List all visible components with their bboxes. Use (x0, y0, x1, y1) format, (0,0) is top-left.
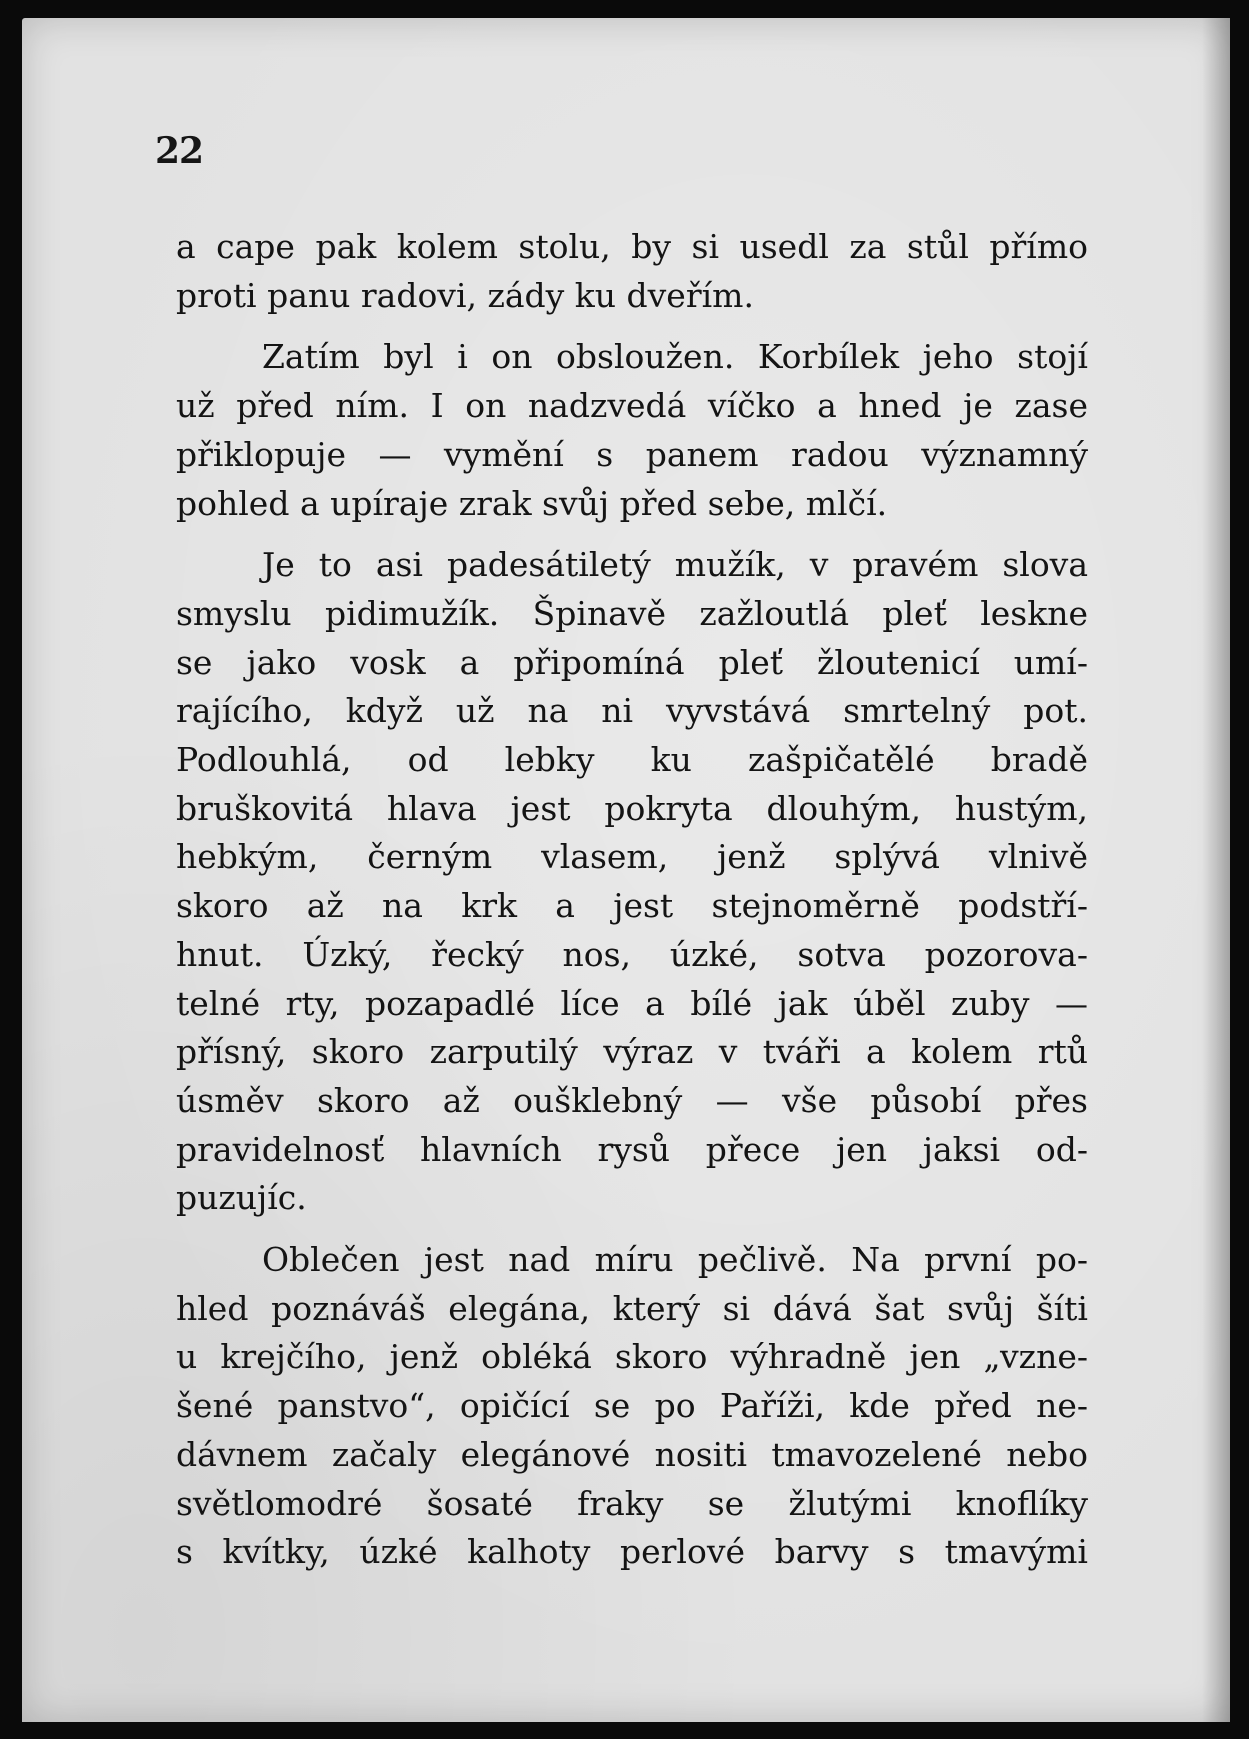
text-line: puzujíc. (176, 1178, 307, 1218)
text-line: světlomodré šosaté fraky se žlutými knoflíky (176, 1483, 1088, 1523)
paragraph-3 (176, 541, 1088, 1223)
text-line: Je to asi padesátiletý mužík, v pravém slova (262, 545, 1088, 585)
text-line: Zatím byl i on obsloužen. Korbílek jeho stojí (262, 337, 1088, 377)
text-line: pravidelnosť hlavních rysů přece jen jaksi od- (176, 1129, 1088, 1169)
binding-shadow (1202, 18, 1230, 1722)
text-line: rajícího, když už na ni vyvstává smrtelný pot. (176, 691, 1088, 731)
text-line: a cape pak kolem stolu, by si usedl za stůl přímo (176, 227, 1088, 266)
text-line: úsměv skoro až oušklebný — vše působí přes (176, 1080, 1088, 1120)
text-line: proti panu radovi, zády ku dveřím. (176, 275, 754, 315)
text-line: hnut. Úzký, řecký nos, úzké, sotva pozorova- (176, 934, 1088, 974)
text-line: u krejčího, jenž obléká skoro výhradně jen „vzne- (176, 1337, 1088, 1377)
text-line: přísný, skoro zarputilý výraz v tváři a kolem rtů (176, 1032, 1088, 1072)
text-line: s kvítky, úzké kalhoty perlové barvy s tmavými (176, 1532, 1088, 1572)
text-line: hled poznáváš elegána, který si dává šat svůj šíti (176, 1288, 1088, 1328)
body-text (176, 223, 1088, 1577)
text-line: se jako vosk a připomíná pleť žloutenicí umí- (176, 642, 1088, 682)
paragraph-1 (176, 223, 1088, 320)
text-line: pohled a upíraje zrak svůj před sebe, mlčí. (176, 483, 888, 523)
text-line: už před ním. I on nadzvedá víčko a hned je zase (176, 386, 1088, 426)
text-line: Oblečen jest nad míru pečlivě. Na první po- (262, 1240, 1088, 1280)
text-line: hebkým, černým vlasem, jenž splývá vlnivě (176, 837, 1088, 877)
paragraph-2 (176, 333, 1088, 528)
text-line: smyslu pidimužík. Špinavě zažloutlá pleť leskne (176, 593, 1088, 633)
text-line: skoro až na krk a jest stejnoměrně podstří- (176, 886, 1088, 926)
text-line: přiklopuje — vymění s panem radou významný (176, 434, 1088, 474)
text-line: šené panstvo“, opičící se po Paříži, kde před ne- (176, 1386, 1088, 1426)
paragraph-4 (176, 1236, 1088, 1577)
text-line: telné rty, pozapadlé líce a bílé jak úběl zuby — (176, 983, 1088, 1023)
text-line: dávnem začaly elegánové nositi tmavozelené nebo (176, 1434, 1088, 1474)
page-number: 22 (155, 130, 204, 172)
text-line: Podlouhlá, od lebky ku zašpičatělé bradě (176, 740, 1088, 780)
text-line: bruškovitá hlava jest pokryta dlouhým, hustým, (176, 788, 1088, 828)
